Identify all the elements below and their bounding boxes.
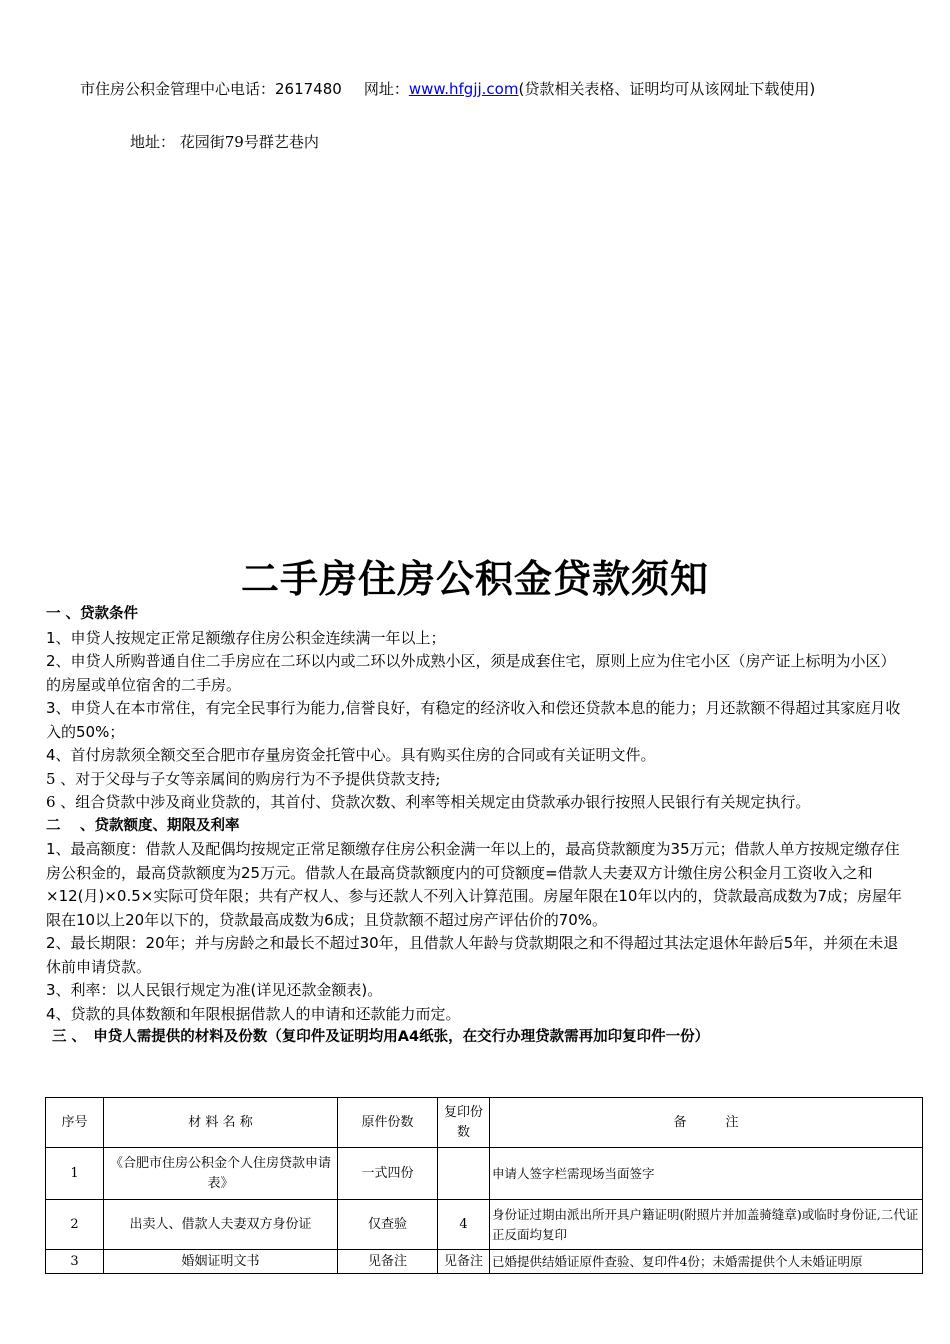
header-orig: 原件份数: [338, 1098, 438, 1148]
row-name: 《合肥市住房公积金个人住房贷款申请表》: [104, 1148, 338, 1200]
row-note: 已婚提供结婚证原件查验、复印件4份；未婚需提供个人未婚证明原: [490, 1250, 923, 1274]
table-row: [46, 1250, 923, 1274]
website-label: 网址：: [363, 80, 409, 98]
row-orig: 见备注: [338, 1250, 438, 1274]
address-line: 地址： 花园街79号群艺巷内: [130, 133, 319, 151]
row-note: 申请人签字栏需现场当面签字: [490, 1148, 923, 1200]
limit-item: 3、利率：以人民银行规定为准(详见还款金额表)。: [46, 981, 383, 999]
row-copy: [438, 1148, 490, 1200]
header-note: 备 注: [490, 1098, 923, 1148]
phone-label: 市住房公积金管理中心电话：2617480: [80, 80, 342, 98]
row-no: 2: [46, 1200, 104, 1250]
limit-item: 4、贷款的具体数额和年限根据借款人的申请和还款能力而定。: [46, 1004, 461, 1023]
row-no: 1: [46, 1148, 104, 1200]
table-header-row: [46, 1098, 923, 1148]
condition-item: 3、申贷人在本市常住，有完全民事行为能力,信誉良好，有稳定的经济收入和偿还贷款本息的能力；月还款额不得超过其家庭月收入的50%；: [46, 699, 901, 741]
table-row: [46, 1148, 923, 1200]
header-name: 材 料 名 称: [104, 1098, 338, 1148]
website-link[interactable]: www.hfgjj.com: [408, 80, 519, 98]
row-copy: 4: [438, 1200, 490, 1250]
condition-item: 4、首付房款须全额交至合肥市存量房资金托管中心。具有购买住房的合同或有关证明文件。: [46, 746, 656, 764]
section-heading-limits: 二 、贷款额度、期限及利率: [46, 817, 240, 834]
section-heading-materials: 三 、 申贷人需提供的材料及份数（复印件及证明均用A4纸张，在交行办理贷款需再加印复印件一份）: [52, 1029, 710, 1045]
page-title: 二手房住房公积金贷款须知: [240, 557, 709, 601]
limit-item: 1、最高额度：借款人及配偶均按规定正常足额缴存住房公积金满一年以上的，最高贷款额度为35万元；借款人单方按规定缴存住房公积金的，最高贷款额度为25万元。借款人在最高贷款额度内的可贷额度=借款人夫妻双方计缴住房公积金月工资收入之和×12(月)×0.5×实际可贷年限；共有产权人、参与还款人不列入计算范围。房屋年限在10年以内的，贷款最高成数为7成；房屋年限在10以上20年以下的，贷款最高成数为6成；且贷款额不超过房产评估价的70%。: [46, 840, 902, 929]
header-copy: 复印份数: [438, 1098, 490, 1148]
row-note: 身份证过期由派出所开具户籍证明(附照片并加盖骑缝章)或临时身份证,二代证正反面均复印: [490, 1200, 923, 1250]
row-no: 3: [46, 1250, 104, 1274]
condition-item: 1、申贷人按规定正常足额缴存住房公积金连续满一年以上；: [46, 628, 446, 647]
row-orig: 一式四份: [338, 1148, 438, 1200]
condition-item: 2、申贷人所购普通自住二手房应在二环以内或二环以外成熟小区，须是成套住宅，原则上应为住宅小区（房产证上标明为小区）的房屋或单位宿舍的二手房。: [46, 652, 896, 694]
row-name: 婚姻证明文书: [104, 1250, 338, 1274]
materials-table: [45, 1097, 923, 1274]
contact-line: [80, 78, 815, 99]
document-body: [46, 603, 908, 1050]
website-note: (贷款相关表格、证明均可从该网址下载使用): [518, 80, 816, 98]
limit-item: 2、最长期限：20年；并与房龄之和最长不超过30年，且借款人年龄与贷款期限之和不得超过其法定退休年龄后5年，并须在未退休前申请贷款。: [46, 934, 899, 976]
section-heading-conditions: 一 、贷款条件: [46, 606, 139, 622]
row-orig: 仅查验: [338, 1200, 438, 1250]
condition-item: 6 、组合贷款中涉及商业贷款的，其首付、贷款次数、利率等相关规定由贷款承办银行按照人民银行有关规定执行。: [46, 793, 811, 811]
row-copy: 见备注: [438, 1250, 490, 1274]
table-row: [46, 1200, 923, 1250]
row-name: 出卖人、借款人夫妻双方身份证: [104, 1200, 338, 1250]
header-no: 序号: [46, 1098, 104, 1148]
condition-item: 5 、对于父母与子女等亲属间的购房行为不予提供贷款支持;: [46, 769, 441, 788]
